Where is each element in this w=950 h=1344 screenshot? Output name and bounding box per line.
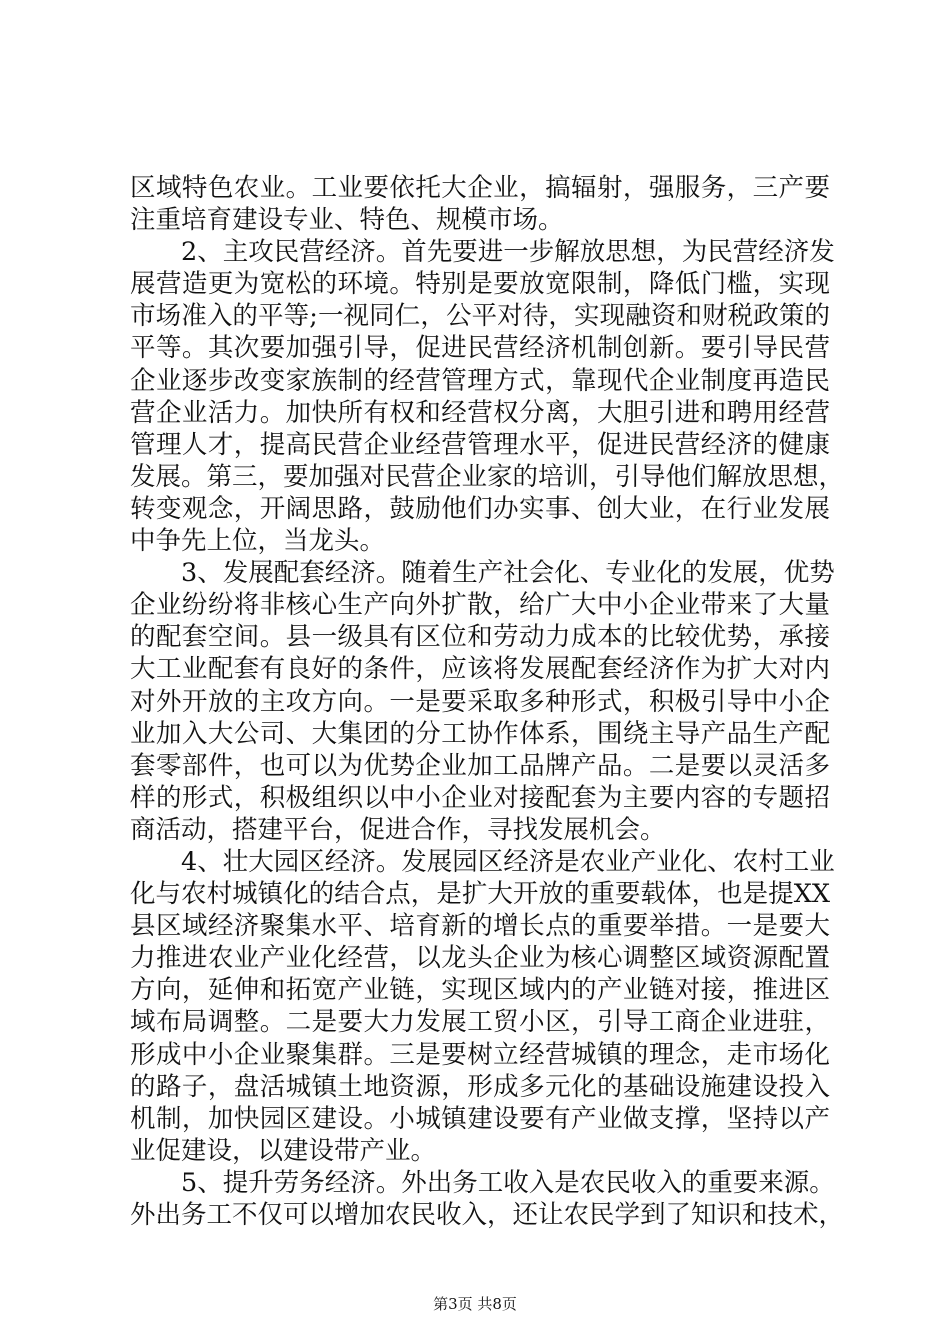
text-line: 化与农村城镇化的结合点，是扩大开放的重要载体，也是提XX <box>130 879 830 910</box>
text-line: 外出务工不仅可以增加农民收入，还让农民学到了知识和技术， <box>130 1200 845 1230</box>
text-line: 力推进农业产业化经营，以龙头企业为核心调整区域资源配置 <box>130 943 830 974</box>
text-line: 业加入大公司、大集团的分工协作体系，围绕主导产品生产配 <box>130 718 830 749</box>
text-line: 平等。其次要加强引导，促进民营经济机制创新。要引导民营 <box>130 333 830 364</box>
text-line: 2、主攻民营经济。首先要进一步解放思想，为民营经济发 <box>181 237 835 268</box>
text-line: 形成中小企业聚集群。三是要树立经营城镇的理念，走市场化 <box>130 1039 830 1070</box>
text-line: 的路子，盘活城镇土地资源，形成多元化的基础设施建设投入 <box>130 1071 830 1102</box>
text-line: 机制，加快园区建设。小城镇建设要有产业做支撑，坚持以产 <box>130 1103 830 1134</box>
text-line: 注重培育建设专业、特色、规模市场。 <box>130 205 564 236</box>
text-line: 发展。第三，要加强对民营企业家的培训，引导他们解放思想， <box>130 461 845 492</box>
text-line: 域布局调整。二是要大力发展工贸小区，引导工商企业进驻， <box>130 1007 830 1038</box>
text-line: 的配套空间。县一级具有区位和劳动力成本的比较优势，承接 <box>130 622 830 653</box>
text-line: 营企业活力。加快所有权和经营权分离，大胆引进和聘用经营 <box>130 397 830 428</box>
text-line: 转变观念，开阔思路，鼓励他们办实事、创大业，在行业发展 <box>130 493 830 524</box>
text-line: 展营造更为宽松的环境。特别是要放宽限制，降低门槛，实现 <box>130 269 830 300</box>
text-line: 商活动，搭建平台，促进合作，寻找发展机会。 <box>130 814 666 845</box>
page-footer: 第3页 共8页 <box>433 1295 517 1313</box>
text-line: 区域特色农业。工业要依托大企业，搞辐射，强服务，三产要 <box>130 173 830 203</box>
text-line: 4、壮大园区经济。发展园区经济是农业产业化、农村工业 <box>181 846 835 877</box>
text-line: 管理人才，提高民营企业经营管理水平，促进民营经济的健康 <box>130 429 830 460</box>
text-line: 企业纷纷将非核心生产向外扩散，给广大中小企业带来了大量 <box>130 590 830 621</box>
text-line: 对外开放的主攻方向。一是要采取多种形式，积极引导中小企 <box>130 686 830 717</box>
text-line: 方向，延伸和拓宽产业链，实现区域内的产业链对接，推进区 <box>130 975 830 1006</box>
text-line: 县区域经济聚集水平、培育新的增长点的重要举措。一是要大 <box>130 911 830 942</box>
text-line: 套零部件，也可以为优势企业加工品牌产品。二是要以灵活多 <box>130 750 830 781</box>
text-line: 市场准入的平等;一视同仁，公平对待，实现融资和财税政策的 <box>130 301 830 332</box>
text-line: 样的形式，积极组织以中小企业对接配套为主要内容的专题招 <box>130 782 830 813</box>
text-line: 企业逐步改变家族制的经营管理方式，靠现代企业制度再造民 <box>130 365 830 396</box>
text-line: 业促建设，以建设带产业。 <box>130 1135 437 1166</box>
text-line: 5、提升劳务经济。外出务工收入是农民收入的重要来源。 <box>181 1167 835 1198</box>
text-line: 大工业配套有良好的条件，应该将发展配套经济作为扩大对内 <box>130 654 830 685</box>
text-line: 中争先上位，当龙头。 <box>130 526 386 557</box>
document-body <box>130 172 845 1231</box>
text-line: 3、发展配套经济。随着生产社会化、专业化的发展，优势 <box>181 558 835 589</box>
